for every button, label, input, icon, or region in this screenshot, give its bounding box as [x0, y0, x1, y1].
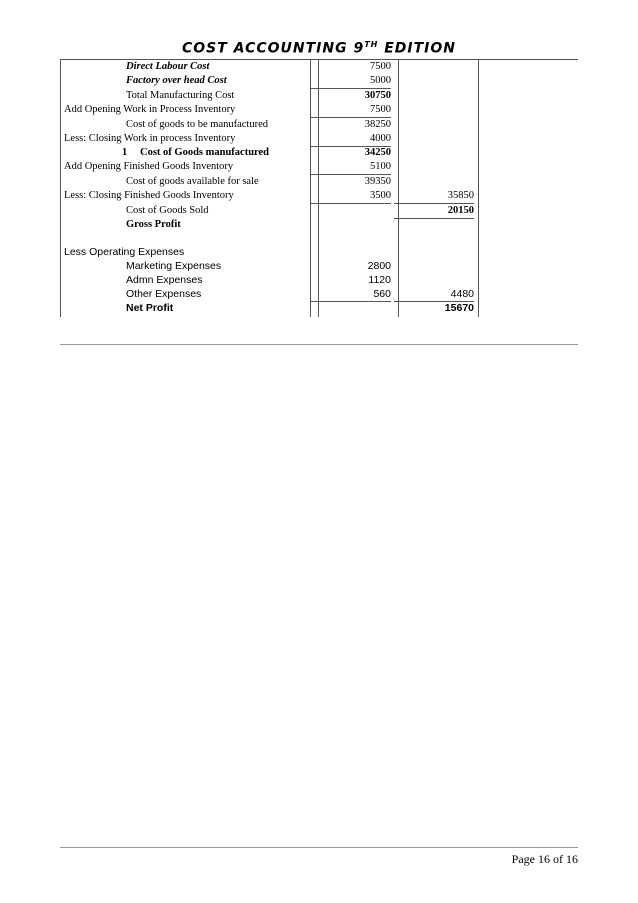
row-label: Other Expenses	[126, 288, 202, 300]
table-row	[60, 60, 478, 74]
row-label: Cost of goods to be manufactured	[126, 119, 269, 130]
row-amount: 2800	[367, 260, 391, 272]
table-row	[60, 132, 478, 146]
row-label: Gross Profit	[126, 219, 181, 230]
income-statement-table	[60, 59, 478, 317]
row-label: Admn Expenses	[126, 274, 203, 286]
row-label: Less Operating Expenses	[64, 246, 185, 258]
row-amount: 4000	[311, 132, 391, 147]
row-amount: 1120	[368, 274, 391, 286]
row-label: Factory over head Cost	[126, 75, 227, 86]
row-total: 35850	[394, 189, 474, 204]
row-total: 20150	[394, 204, 474, 219]
row-label: Cost of Goods Sold	[126, 205, 209, 216]
table-row	[60, 89, 478, 103]
row-label: Net Profit	[126, 302, 174, 314]
row-amount: 5100	[311, 160, 391, 175]
page-number: Page 16 of 16	[511, 852, 578, 866]
row-label: Cost of goods available for sale	[126, 176, 259, 187]
header-title-tail: EDITION	[378, 40, 457, 57]
table-row	[60, 103, 478, 117]
table-row	[60, 175, 478, 189]
row-total: 4480	[394, 287, 474, 302]
row-label: Direct Labour Cost	[126, 61, 210, 72]
row-label: Less: Closing Work in process Inventory	[64, 133, 236, 144]
header-title-main: COST ACCOUNTING 9	[181, 40, 365, 57]
row-amount: 7500	[370, 61, 391, 72]
table-row	[60, 160, 478, 174]
header-title-superscript: TH	[364, 40, 379, 49]
row-label: Marketing Expenses	[126, 260, 222, 272]
row-label: Add Opening Work in Process Inventory	[64, 104, 236, 115]
row-amount: 560	[311, 287, 391, 302]
section-divider	[60, 344, 578, 345]
row-label: Cost of Goods manufactured	[140, 147, 270, 158]
table-row	[60, 287, 478, 301]
table-row	[60, 146, 478, 160]
table-border-right	[478, 59, 479, 317]
footer-rule	[60, 847, 578, 848]
row-amount: 30750	[364, 90, 391, 101]
row-total: 15670	[444, 302, 474, 314]
table-row	[60, 74, 478, 88]
row-amount: 34250	[364, 147, 391, 158]
table-row	[60, 218, 478, 232]
row-label: Add Opening Finished Goods Inventory	[64, 161, 234, 172]
table-row	[60, 301, 478, 315]
table-row	[60, 273, 478, 287]
row-label: Less: Closing Finished Goods Inventory	[64, 190, 234, 201]
row-amount: 38250	[364, 119, 391, 130]
row-amount: 5000	[311, 74, 391, 89]
document-header-title	[0, 40, 638, 57]
row-amount: 3500	[311, 189, 391, 204]
row-amount: 7500	[311, 103, 391, 118]
table-row	[60, 118, 478, 132]
table-row	[60, 245, 478, 259]
table-row	[60, 259, 478, 273]
row-number: 1	[122, 147, 128, 158]
table-row	[60, 189, 478, 203]
table-row	[60, 204, 478, 218]
row-label: Total Manufacturing Cost	[126, 90, 235, 101]
row-amount: 39350	[364, 176, 391, 187]
